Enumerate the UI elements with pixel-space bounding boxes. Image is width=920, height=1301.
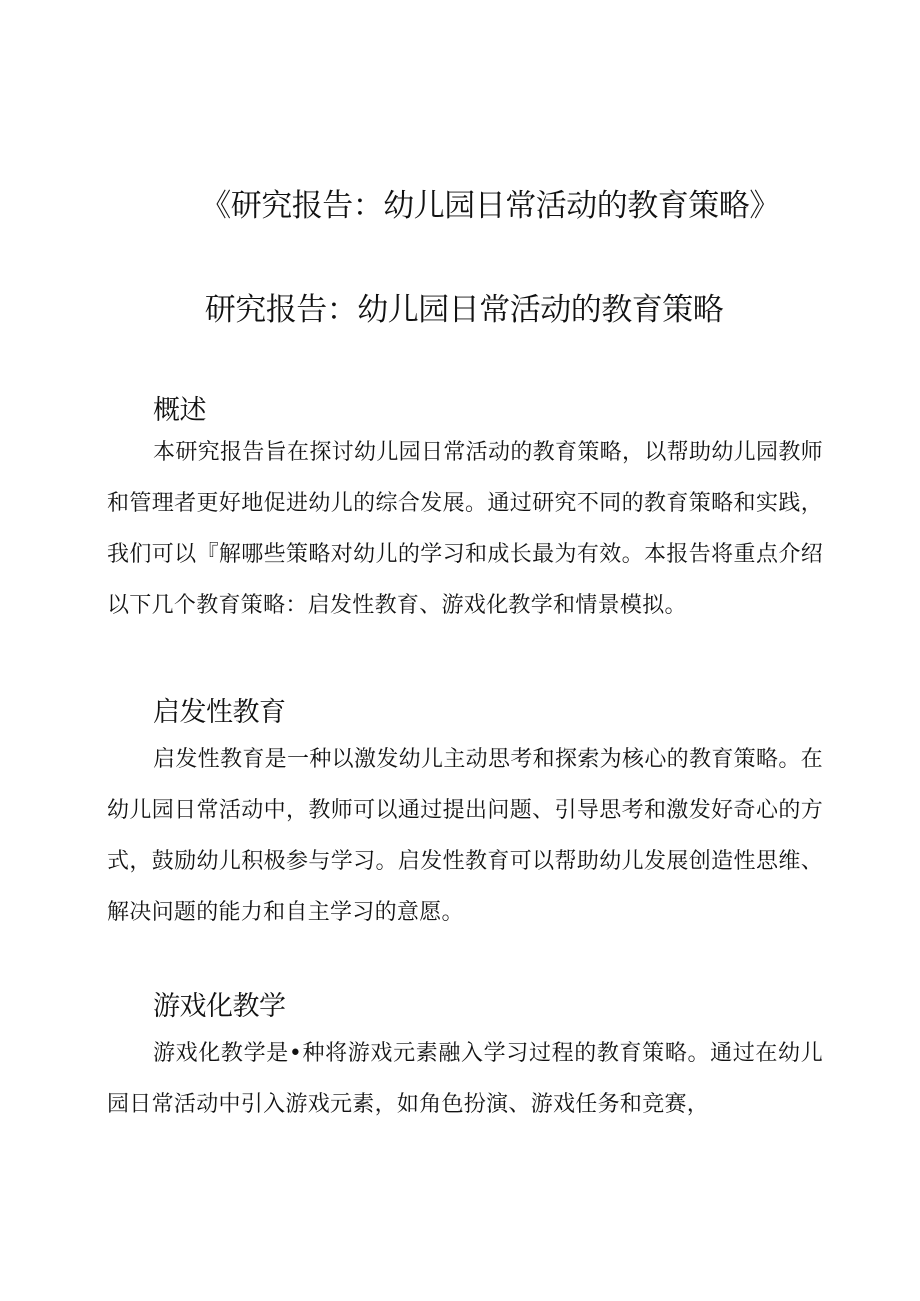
- section-heading-heuristic-education: 启发性教育: [153, 697, 286, 728]
- document-subtitle: 研究报告：幼儿园日常活动的教育策略: [204, 292, 724, 328]
- section-body-gamified-teaching: 游戏化教学是•种将游戏元素融入学习过程的教育策略。通过在幼儿园日常活动中引入游戏元素，如角色扮演、游戏任务和竞赛，: [107, 1041, 823, 1117]
- section-heading-gamified-teaching: 游戏化教学: [153, 991, 286, 1022]
- section-heading-overview: 概述: [153, 395, 206, 426]
- section-body-heuristic-education: 启发性教育是一种以激发幼儿主动思考和探索为核心的教育策略。在幼儿园日常活动中，教师可以通过提出问题、引导思考和激发好奇心的方式，鼓励幼儿积极参与学习。启发性教育可以帮助幼儿发展创造性思维、解决问题的能力和自主学习的意愿。: [107, 747, 823, 925]
- document-main-title: 《研究报告：幼儿园日常活动的教育策略》: [200, 188, 780, 224]
- section-body-overview: 本研究报告旨在探讨幼儿园日常活动的教育策略，以帮助幼儿园教师和管理者更好地促进幼儿的综合发展。通过研究不同的教育策略和实践，我们可以『解哪些策略对幼儿的学习和成长最为有效。本报告将重点介绍以下几个教育策略：启发性教育、游戏化教学和情景模拟。: [107, 440, 823, 618]
